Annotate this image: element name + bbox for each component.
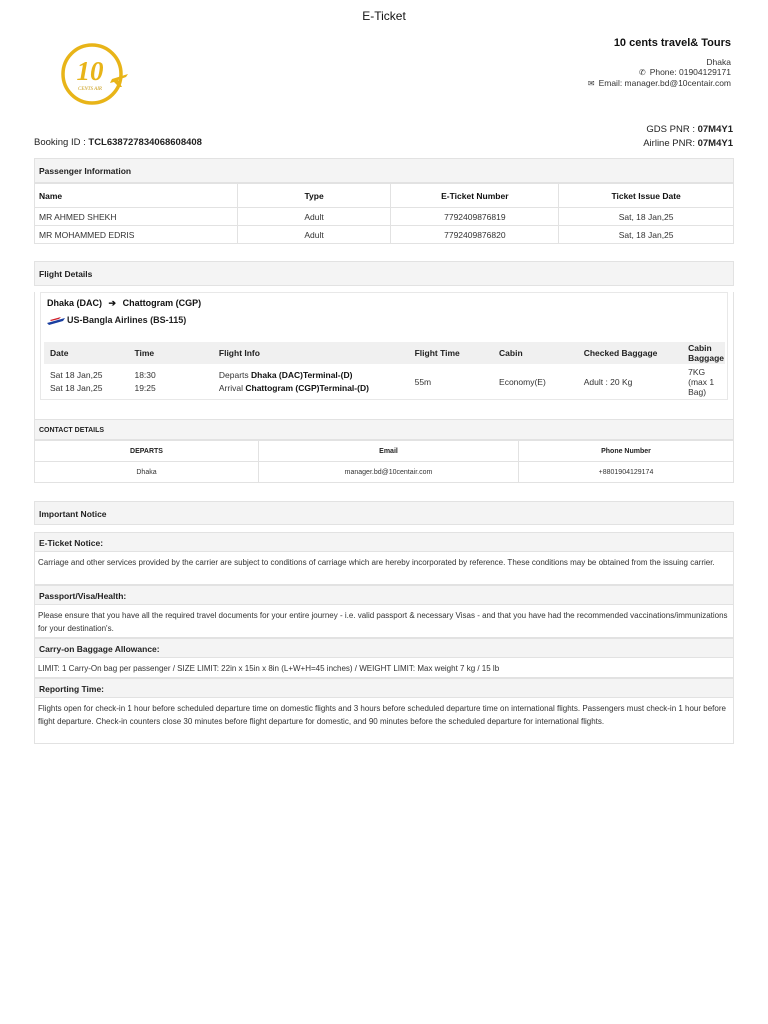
flight-times [128, 364, 212, 400]
notice-body: LIMIT: 1 Carry-On bag per passenger / SIZE LIMIT: 22in x 15in x 8in (L+W+H=45 inches) / WEIGHT LIMIT: Max weight 7 kg / 15 lb [34, 658, 734, 678]
flight-segment [40, 292, 728, 400]
gds-pnr-label: GDS PNR : [646, 124, 695, 135]
route-origin: Dhaka (DAC) [47, 298, 103, 308]
logo-number: 10 [76, 56, 104, 86]
contact-table [34, 440, 734, 483]
notice-title: Passport/Visa/Health: [34, 585, 734, 605]
flight-header-row [44, 342, 725, 364]
airline-pnr-value: 07M4Y1 [697, 137, 733, 149]
col-issue-date: Ticket Issue Date [559, 184, 734, 208]
arrow-right-icon: ➔ [108, 298, 117, 308]
col-flight-time: Flight Time [409, 342, 493, 364]
checked-baggage: Adult : 20 Kg [583, 377, 633, 387]
company-phone [588, 67, 731, 78]
contact-heading: CONTACT DETAILS [34, 419, 734, 440]
company-info [588, 37, 731, 89]
notice-body: Please ensure that you have all the required travel documents for your entire journey - i.e. valid passport & necessary Visas - and that you have had the recommended vaccinations/immunizations for your destination's. [34, 605, 734, 638]
departure-time: 18:30 [134, 370, 156, 380]
booking-id-value: TCL638727834068608408 [88, 137, 202, 148]
flight-info [213, 364, 409, 400]
flight-heading: Flight Details [34, 261, 734, 286]
route [47, 298, 721, 309]
arrival-time: 19:25 [134, 383, 156, 393]
envelope-icon: ✉ [587, 79, 595, 88]
flight-duration: 55m [414, 377, 432, 387]
col-phone: Phone Number [519, 441, 734, 462]
arrival-info [219, 382, 408, 395]
col-cabin: Cabin [493, 342, 578, 364]
contact-email: manager.bd@10centair.com [259, 462, 519, 483]
passenger-table [34, 183, 734, 244]
cabin-class: Economy(E) [499, 377, 546, 387]
col-checked-baggage: Checked Baggage [578, 342, 682, 364]
contact-header-row [35, 441, 734, 462]
phone-icon: ✆ [638, 68, 646, 77]
passenger-header-row [35, 184, 734, 208]
cabin-baggage: 7KG (max 1 Bag) [688, 367, 715, 397]
airline [47, 315, 721, 325]
gds-pnr [643, 123, 733, 137]
arrival-date: Sat 18 Jan,25 [50, 383, 103, 393]
departure-info [219, 369, 408, 382]
company-email [588, 78, 731, 89]
notice-body: Carriage and other services provided by the carrier are subject to conditions of carriage which are hereby incorporated by reference. These conditions may be obtained from the issuing carrier. [34, 552, 734, 585]
passenger-name: MR AHMED SHEKH [35, 208, 238, 226]
route-destination: Chattogram (CGP) [122, 298, 202, 308]
table-row [35, 226, 734, 244]
ticket-number: 7792409876819 [391, 208, 559, 226]
pnr-block [643, 123, 733, 150]
flight-dates [44, 364, 128, 400]
table-row [44, 364, 725, 400]
company-phone-text: Phone: 01904129171 [649, 67, 731, 77]
table-row [35, 462, 734, 483]
col-time: Time [128, 342, 212, 364]
contact-section [34, 419, 734, 483]
arrival-label: Arrival [218, 383, 243, 393]
notice-body: Flights open for check-in 1 hour before scheduled departure time on domestic flights and 3 hours before scheduled departure time on international flights. Passengers must check-in 1 hour before flight departure. Check-in counters close 30 minutes before flight departure for domestic, and 90 minutes before the scheduled departure for international flights. [34, 698, 734, 744]
company-logo [60, 41, 132, 105]
issue-date: Sat, 18 Jan,25 [559, 226, 734, 244]
col-cabin-baggage: Cabin Baggage [682, 342, 725, 364]
airline-pnr [643, 137, 733, 151]
notice-title: Carry-on Baggage Allowance: [34, 638, 734, 658]
ticket-number: 7792409876820 [391, 226, 559, 244]
passenger-section [34, 158, 734, 244]
departure-place: Dhaka (DAC)Terminal-(D) [251, 370, 353, 380]
flight-table [44, 342, 725, 400]
notice-heading: Important Notice [34, 501, 734, 525]
col-type: Type [237, 184, 391, 208]
airline-logo-icon [47, 316, 65, 325]
col-flight-info: Flight Info [213, 342, 409, 364]
booking-id-label: Booking ID : [34, 137, 86, 148]
col-ticket-number: E-Ticket Number [391, 184, 559, 208]
document-title: E-Ticket [362, 9, 406, 23]
col-departs: DEPARTS [35, 441, 259, 462]
company-name: 10 cents travel& Tours [613, 37, 731, 49]
notice-title: E-Ticket Notice: [34, 532, 734, 552]
passenger-heading: Passenger Information [34, 158, 734, 183]
passenger-name: MR MOHAMMED EDRIS [35, 226, 238, 244]
col-date: Date [44, 342, 128, 364]
passenger-type: Adult [237, 208, 391, 226]
passenger-type: Adult [237, 226, 391, 244]
arrival-place: Chattogram (CGP)Terminal-(D) [245, 383, 369, 393]
col-email: Email [259, 441, 519, 462]
flight-section [34, 261, 734, 420]
airline-name: US-Bangla Airlines (BS-115) [67, 315, 187, 325]
departure-label: Departs [218, 370, 249, 380]
departure-date: Sat 18 Jan,25 [50, 370, 103, 380]
col-name: Name [35, 184, 238, 208]
company-email-text: Email: manager.bd@10centair.com [598, 78, 731, 88]
notice-section [34, 501, 734, 744]
contact-phone: +8801904129174 [519, 462, 734, 483]
company-city: Dhaka [706, 57, 731, 67]
contact-city: Dhaka [35, 462, 259, 483]
table-row [35, 208, 734, 226]
gds-pnr-value: 07M4Y1 [697, 124, 733, 135]
flight-box [34, 292, 734, 420]
notice-title: Reporting Time: [34, 678, 734, 698]
booking-id [34, 137, 202, 148]
logo-caption: CENTS AIR [78, 87, 102, 92]
issue-date: Sat, 18 Jan,25 [559, 208, 734, 226]
airline-pnr-label: Airline PNR: [643, 137, 695, 149]
